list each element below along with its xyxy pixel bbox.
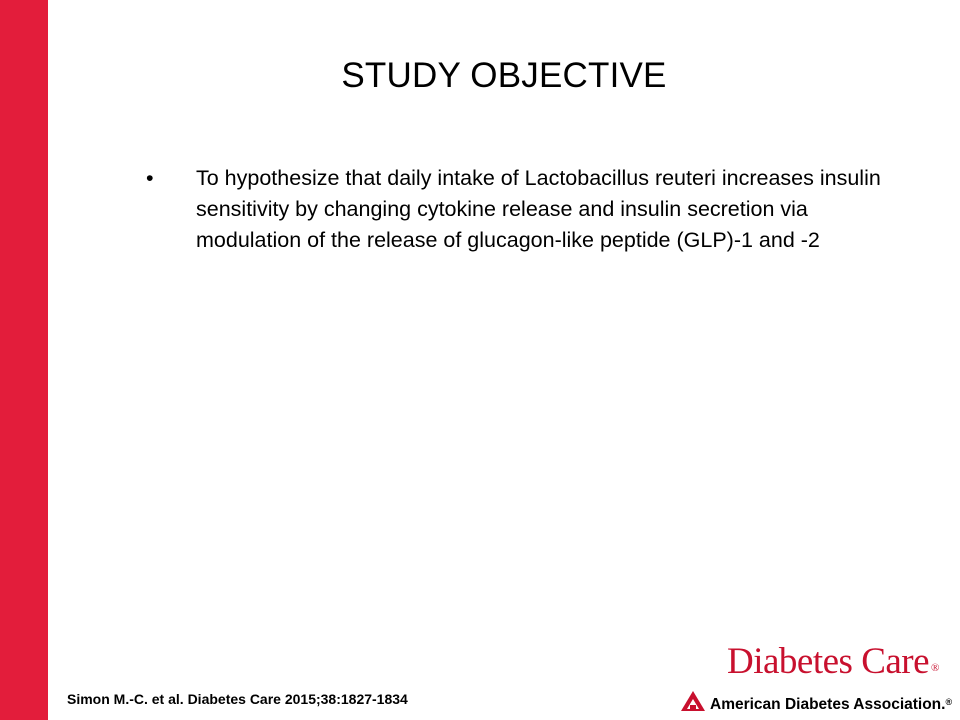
diabetes-care-logo-text: Diabetes Care [727, 641, 930, 682]
diabetes-care-logo [727, 640, 939, 690]
citation: Simon M.-C. et al. Diabetes Care 2015;38:1827-1834 [67, 691, 408, 707]
bullet-item [146, 163, 886, 256]
accent-side-bar [0, 0, 48, 720]
bullet-text: To hypothesize that daily intake of Lactobacillus reuteri increases insulin sensitivity by changing cytokine release and insulin secretion via modulation of the release of glucagon-like peptide (GLP)-1 and -2 [196, 166, 881, 252]
ada-logo-text: American Diabetes Association.® [710, 696, 953, 713]
bullet-list [146, 163, 886, 256]
ada-triangle-icon [680, 690, 706, 712]
registered-mark: ® [931, 662, 939, 674]
bullet-marker: • [146, 166, 154, 190]
slide-title: STUDY OBJECTIVE [341, 56, 667, 95]
ada-registered-mark: ® [945, 697, 953, 707]
